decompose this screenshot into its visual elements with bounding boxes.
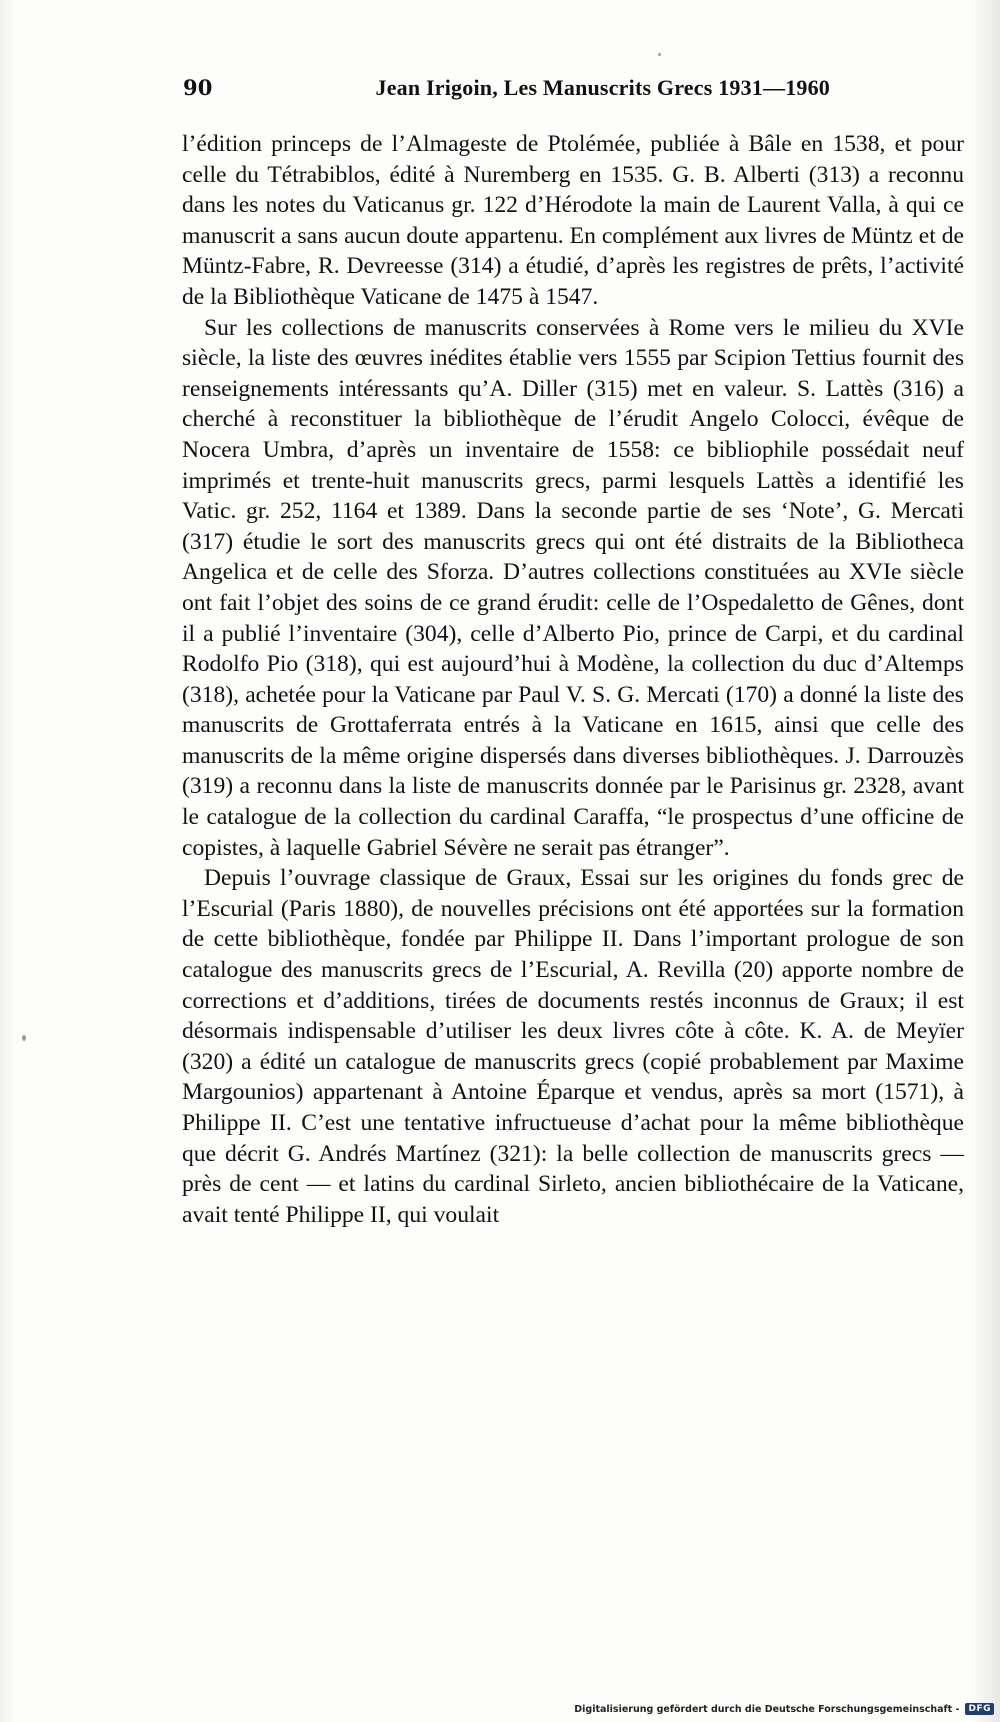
scan-speck [658,53,661,56]
dfg-logo: DFG [965,1703,994,1715]
page-number: 90 [183,75,213,100]
scan-speck [22,1035,26,1041]
paragraph-3: Depuis l’ouvrage classique de Graux, Essai sur les origines du fonds grec de l’Escurial (Paris 1880), de nouvelles précisions ont été apportées sur la formation de cette bibliothèque, fondée par Philippe II. Dans l’important prologue de son catalogue des manuscrits grecs de l’Escurial, A. Revilla (20) apporte nombre de corrections et d’additions, tirées de documents restés inconnus de Graux; il est désormais indispensable d’utiliser les deux livres côte à côte. K. A. de Meyïer (320) a édité un catalogue de manuscrits grecs (copié probablement par Maxime Margounios) appartenant à Antoine Éparque et vendus, après sa mort (1571), à Philippe II. C’est une tentative infructueuse d’achat pour la même bibliothèque que décrit G. Andrés Martínez (321): la belle collection de manuscrits grecs — près de cent — et latins du cardinal Sirleto, ancien bibliothécaire de la Vaticane, avait tenté Philippe II, qui voulait [182,865,964,1228]
paragraph-2: Sur les collections de manuscrits conservées à Rome vers le milieu du XVIe siècle, la liste des œuvres inédites établie vers 1555 par Scipion Tettius fournit des renseignements intéressants qu’A. Diller (315) met en valeur. S. Lattès (316) a cherché à reconstituer la bibliothèque de l’érudit Angelo Colocci, évêque de Nocera Umbra, d’après un inventaire de 1558: ce bibliophile possédait neuf imprimés et trente-huit manuscrits grecs, parmi lesquels Lattès a identifié les Vatic. gr. 252, 1164 et 1389. Dans la seconde partie de ses ‘Note’, G. Mercati (317) étudie le sort des manuscrits grecs qui ont été distraits de la Bibliotheca Angelica et de celle des Sforza. D’autres collections constituées au XVIe siècle ont fait l’objet des soins de ce grand érudit: celle de l’Ospedaletto de Gênes, dont il a publié l’inventaire (304), celle d’Alberto Pio, prince de Carpi, et du cardinal Rodolfo Pio (318), qui est aujourd’hui à Modène, la collection du duc d’Altemps (318), achetée pour la Vaticane par Paul V. S. G. Mercati (170) a donné la liste des manuscrits de Grottaferrata entrés à la Vaticane en 1615, ainsi que celle des manuscrits de la même origine dispersés dans diverses bibliothèques. J. Darrouzès (319) a reconnu dans la liste de manuscrits donnée par le Parisinus gr. 2328, avant le catalogue de la collection du cardinal Caraffa, “le prospectus d’une officine de copistes, à laquelle Gabriel Sévère ne serait pas étranger”. [182,314,964,861]
paragraph-1: l’édition princeps de l’Almageste de Ptolémée, publiée à Bâle en 1538, et pour celle du Tétrabiblos, édité à Nuremberg en 1535. G. B. Alberti (313) a reconnu dans les notes du Vaticanus gr. 122 d’Hérodote la main de Laurent Valla, à qui ce manuscrit a sans aucun doute appartenu. En complément aux livres de Müntz et de Müntz-Fabre, R. Devreesse (314) a étudié, d’après les registres de prêts, l’activité de la Bibliothèque Vaticane de 1475 à 1547. [182,131,964,310]
digitization-credit: Digitalisierung gefördert durch die Deutsche Forschungsgemeinschaft - [574,1703,960,1715]
page-header [183,73,913,103]
body-text [182,129,964,1230]
digitization-footer [574,1701,994,1717]
running-head: Jean Irigoin, Les Manuscrits Grecs 1931—1960 [375,75,830,100]
